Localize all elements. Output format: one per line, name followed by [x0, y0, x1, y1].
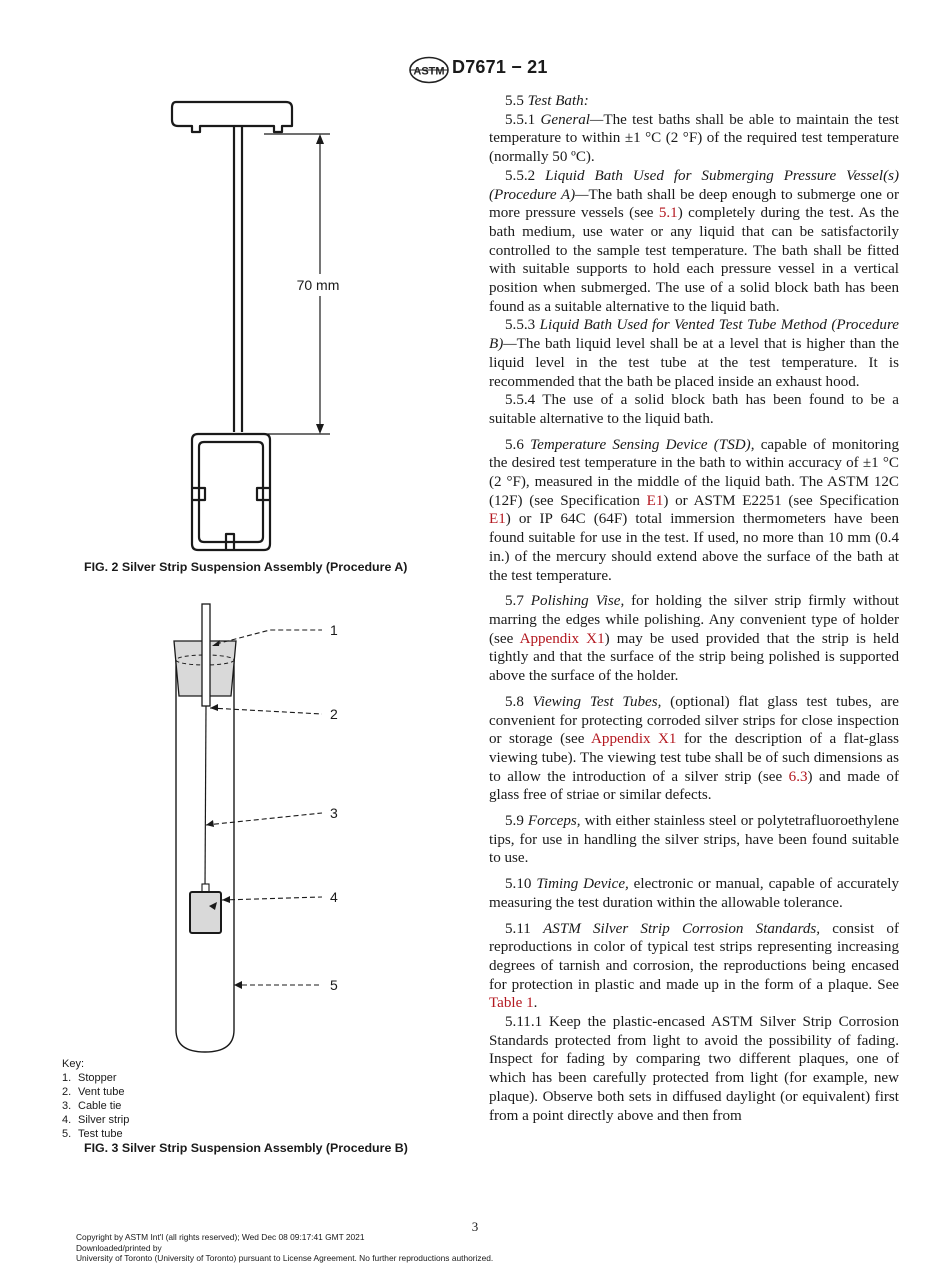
section-5-5: 5.5 Test Bath:: [505, 93, 589, 109]
section-5-5-4: 5.5.4 The use of a solid block bath has been found to be a suitable alternative to the liquid bath.: [489, 392, 899, 427]
ref-link[interactable]: Appendix X1: [591, 731, 677, 748]
callout-5: 5: [330, 977, 338, 993]
key-item: 4. Silver strip: [62, 1114, 130, 1126]
callout-4: 4: [330, 889, 338, 905]
footer-line: Downloaded/printed by: [76, 1242, 162, 1253]
ref-link[interactable]: 6.3: [788, 768, 808, 785]
section-5-9: 5.9 Forceps, with either stainless steel or polytetrafluoroethylene tips, for use in handling the silver strips, have been found suitable to use.: [489, 813, 899, 867]
key-title: Key:: [62, 1058, 85, 1070]
section-5-7: 5.7 Polishing Vise, for holding the silver strip firmly without marring the edges while polishing. Any convenient type of holder (see Appendix X1) may be used provided that the strip is held tightly and that the surface of the strip being polished is supported above the surface of the holder.: [489, 593, 899, 685]
key-item: 5. Test tube: [62, 1128, 123, 1140]
astm-logo-icon: [408, 56, 450, 84]
section-5-6: 5.6 Temperature Sensing Device (TSD), capable of monitoring the desired test temperature in the bath to within accuracy of ±1 °C (2 °F), measured in the middle of the liquid bath. The ASTM 12C (12F) (see Specification E1) or ASTM E2251 (see Specification E1) or IP 64C (64F) total immersion thermometers have been found suitable for use in the test. If used, no more than 10 mm (0.4 in.) of the mercury should extend above the surface of the bath at the test temperature.: [489, 436, 899, 584]
ref-link[interactable]: 5.1: [658, 205, 678, 222]
section-5-5-2: 5.5.2 Liquid Bath Used for Submerging Pressure Vessel(s) (Procedure A)—The bath shall be deep enough to submerge one or more pressure vessels (see 5.1) completely during the test. As the bath medium, use water or any liquid that can be satisfactorily controlled to the sample test temperature. The bath shall be fitted with suitable supports to hold each pressure vessel in a vertical position when submerged. The use of a solid block bath has been found as a suitable alternative to the liquid bath.: [489, 167, 900, 315]
svg-text:ASTM: ASTM: [413, 65, 445, 78]
ref-link[interactable]: Appendix X1: [519, 630, 605, 647]
ref-link[interactable]: E1: [489, 511, 506, 528]
section-5-8: 5.8 Viewing Test Tubes, (optional) flat glass test tubes, are convenient for protecting corroded silver strips for close inspection or storage (see Appendix X1 for the description of a flat-glass viewing tube). The viewing test tube shall be of such dimensions as to allow the introduction of a silver strip (see 6.3) and made of glass free of striae or similar defects.: [489, 693, 899, 804]
page-number: 3: [471, 1219, 479, 1234]
section-5-10: 5.10 Timing Device, electronic or manual, capable of accurately measuring the test duration within the allowable tolerance.: [489, 876, 899, 911]
callout-1: 1: [330, 622, 338, 638]
figure-2-drawing: [160, 96, 360, 556]
ref-link[interactable]: E1: [646, 492, 664, 509]
document-id: D7671 − 21: [452, 57, 548, 77]
callout-3: 3: [330, 805, 338, 821]
key-item: 3. Cable tie: [62, 1100, 122, 1112]
copyright-footer: [76, 1232, 493, 1264]
page-header: [0, 56, 950, 84]
callout-2: 2: [330, 706, 338, 722]
body-text-column: [489, 92, 899, 1125]
section-5-5-3: 5.5.3 Liquid Bath Used for Vented Test Tube Method (Procedure B)—The bath liquid level shall be at a level that is higher than the liquid level in the test tube at the test temperature. It is recommended that the bath be placed inside an exhaust hood.: [489, 317, 899, 390]
ref-link[interactable]: Table 1: [489, 995, 534, 1012]
section-5-11-1: 5.11.1 Keep the plastic-encased ASTM Silver Strip Corrosion Standards protected from light to avoid the possibility of fading. Inspect for fading by comparing two different plaques, one of which has been carefully protected from light (for example, new plaque). Observe both sets in diffused daylight (or equivalent) first from a point directly above and then from: [489, 1014, 899, 1124]
figure-3-caption: FIG. 3 Silver Strip Suspension Assembly (Procedure B): [84, 1141, 408, 1155]
figure-3-key: [62, 1057, 129, 1141]
footer-line: Copyright by ASTM Int'l (all rights reserved); Wed Dec 08 09:17:41 GMT 2021: [76, 1232, 365, 1242]
figure-2-caption: FIG. 2 Silver Strip Suspension Assembly (Procedure A): [84, 560, 408, 574]
dimension-label: 70 mm: [296, 277, 340, 293]
key-item: 1. Stopper: [62, 1072, 117, 1084]
key-item: 2. Vent tube: [62, 1086, 125, 1098]
figure-3-drawing: [160, 600, 380, 1055]
section-5-5-1: 5.5.1 General—The test baths shall be able to maintain the test temperature to within ±1 °C (2 °F) of the required test temperature (normally 50 ºC).: [489, 111, 899, 166]
footer-line: University of Toronto (University of Toronto) pursuant to License Agreement. No further reproductions authorized.: [76, 1253, 494, 1263]
section-5-11: 5.11 ASTM Silver Strip Corrosion Standards, consist of reproductions in color of typical test strips representing increasing degrees of tarnish and corrosion, the reproductions being encased for protection in plastic and made up in the form of a plaque. See Table 1.: [489, 920, 899, 1012]
